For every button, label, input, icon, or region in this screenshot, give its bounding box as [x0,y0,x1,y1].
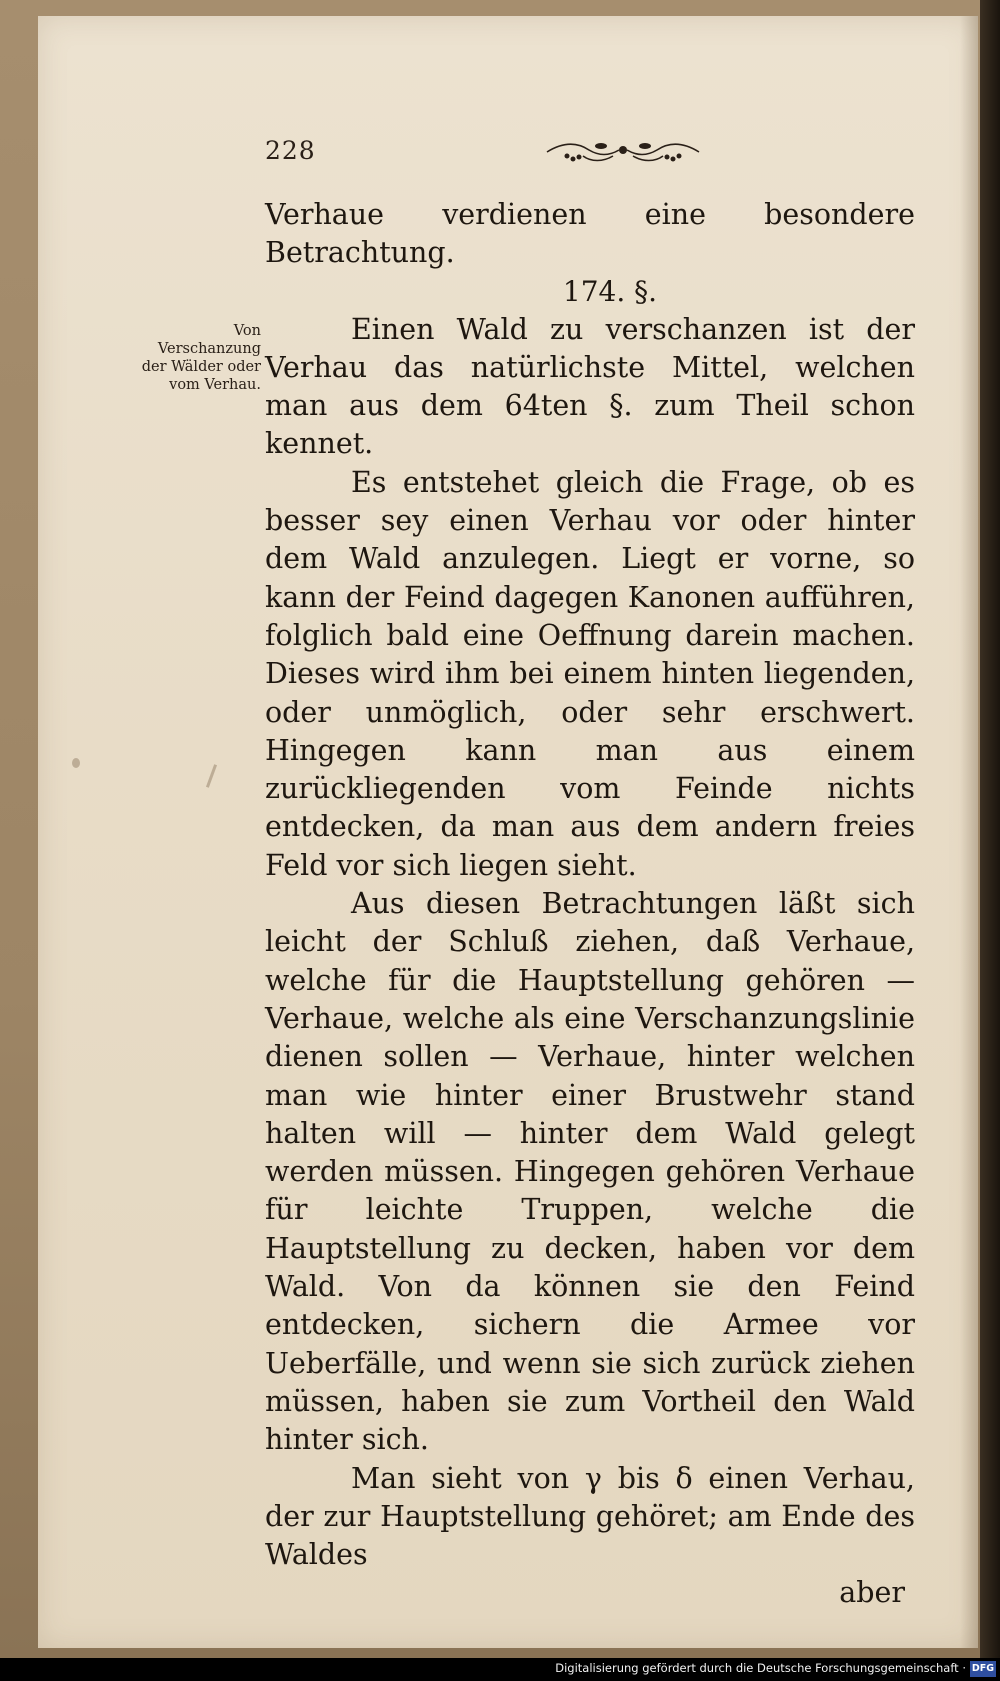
paragraph-5: Man sieht von γ bis δ einen Verhau, der zur Hauptstellung gehöret; am Ende des Waldes [265,1461,915,1572]
paragraph-1: Verhaue verdienen eine besondere Betrachtung. [265,198,915,270]
body-text [265,196,915,1613]
paragraph-3: Es entstehet gleich die Frage, ob es besser sey einen Verhau vor oder hinter dem Wald anzulegen. Liegt er vorne, so kann der Feind dagegen Kanonen aufführen, folglich bald eine Oeffnung darein machen. Dieses wird ihm bei einem hinten liegenden, oder unmöglich, oder sehr erschwert. Hingegen kann man aus einem zurückliegenden vom Feinde nichts entdecken, da man aus dem andern freies Feld vor sich liegen sieht. [265,465,915,882]
footer-bar [0,1658,1000,1681]
catchword: aber [839,1576,905,1610]
paper-stain [72,758,80,768]
dfg-logo: DFG [970,1661,996,1677]
funding-credit: Digitalisierung gefördert durch die Deutsche Forschungsgemeinschaft · [555,1661,966,1675]
paragraph-2: Einen Wald zu verschanzen ist der Verhau das natürlichste Mittel, welchen man aus dem 64ten §. zum Theil schon kennet. [265,312,915,461]
page-number: 228 [265,136,316,165]
margin-note: Von Verschanzung der Wälder oder vom Verhau. [141,323,261,393]
page-edge-shadow [960,16,978,1648]
paragraph-4: Aus diesen Betrachtungen läßt sich leicht der Schluß ziehen, daß Verhaue, welche für die Hauptstellung gehören — Verhaue, welche als eine Verschanzungslinie dienen sollen — Verhaue, hinter welchen man wie hinter einer Brustwehr stand halten will — hinter dem Wald gelegt werden müssen. Hingegen gehören Verhaue für leichte Truppen, welche die Hauptstellung zu decken, haben vor dem Wald. Von da können sie den Feind entdecken, sichern die Armee vor Ueberfälle, und wenn sie sich zurück ziehen müssen, haben sie zum Vortheil den Wald hinter sich. [265,887,915,1457]
floral-ornament-icon [543,136,703,166]
page-header [265,136,925,176]
book-spine [980,0,1000,1658]
section-heading: 174. §. [562,274,658,308]
